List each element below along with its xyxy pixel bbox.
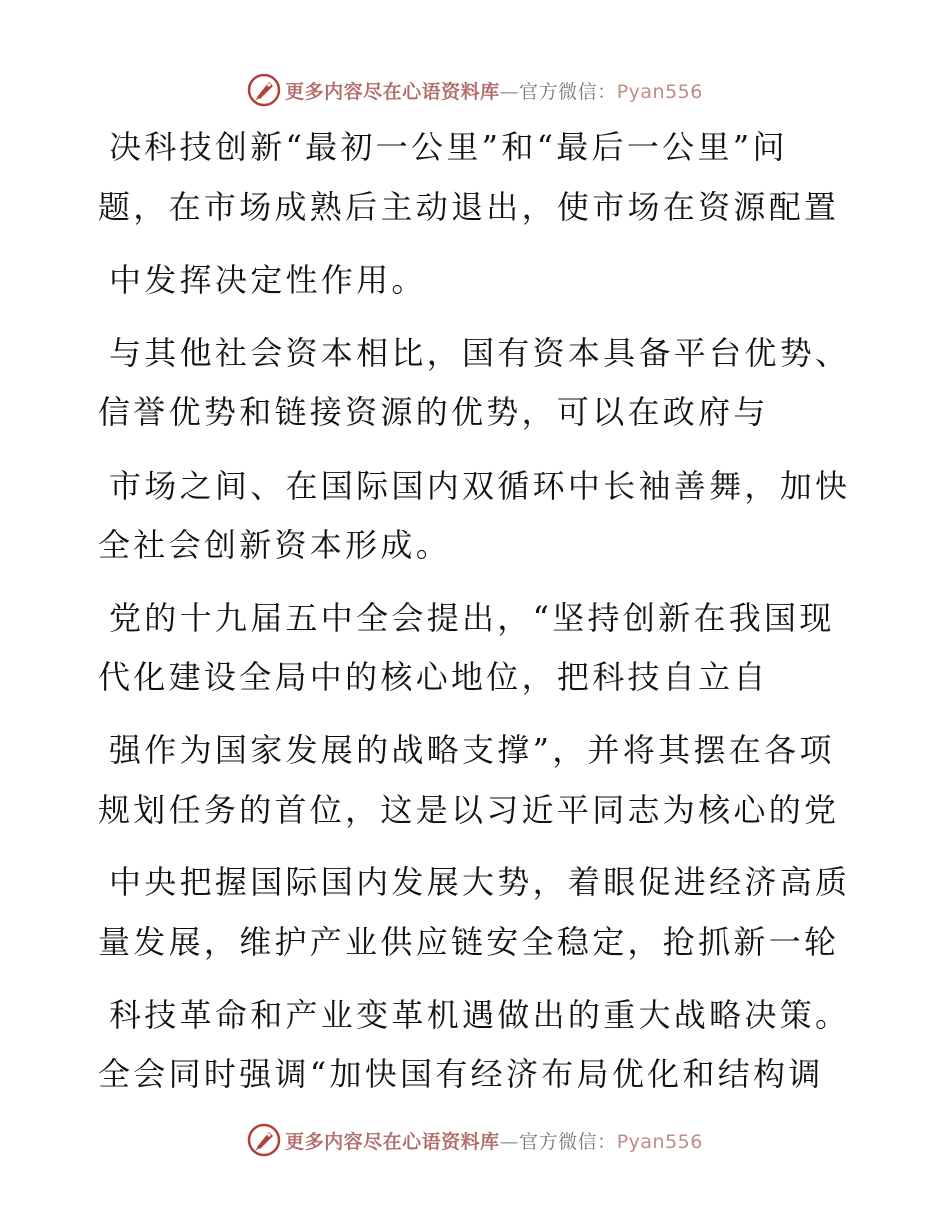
body-line: 中央把握国际国内发展大势，着眼促进经济高质 xyxy=(109,863,851,901)
watermark-wechat-label: 官方微信： xyxy=(519,1130,617,1153)
body-line: 科技革命和产业变革机遇做出的重大战略决策。 xyxy=(109,996,851,1034)
watermark-wechat-label: 官方微信： xyxy=(519,80,617,103)
body-line: 决科技创新“最初一公里”和“最后一公里”问 xyxy=(109,128,788,166)
watermark-wechat-id: Pyan556 xyxy=(616,80,703,103)
body-line: 党的十九届五中全会提出，“坚持创新在我国现 xyxy=(109,599,835,637)
watermark-main-text: 更多内容尽在心语资料库 xyxy=(285,1130,500,1153)
header-watermark xyxy=(0,70,950,110)
body-line: 市场之间、在国际国内双循环中长袖善舞，加快 xyxy=(109,467,851,505)
pen-nib-logo-icon xyxy=(247,73,281,107)
body-line: 与其他社会资本相比，国有资本具备平台优势、 xyxy=(109,334,851,372)
watermark-dash: — xyxy=(499,80,520,103)
body-line: 量发展，维护产业供应链安全稳定，抢抓新一轮 xyxy=(98,923,840,961)
body-line: 全社会创新资本形成。 xyxy=(98,526,452,564)
watermark-dash: — xyxy=(499,1130,520,1153)
watermark-main-text: 更多内容尽在心语资料库 xyxy=(285,80,500,103)
body-line: 全会同时强调“加快国有经济布局优化和结构调 xyxy=(98,1055,824,1093)
body-line: 题，在市场成熟后主动退出，使市场在资源配置 xyxy=(98,188,840,226)
footer-watermark xyxy=(0,1120,950,1160)
watermark-wechat-id: Pyan556 xyxy=(616,1130,703,1153)
body-line: 代化建设全局中的核心地位，把科技自立自 xyxy=(98,658,769,696)
body-line: 规划任务的首位，这是以习近平同志为核心的党 xyxy=(98,791,840,829)
body-line: 中发挥决定性作用。 xyxy=(109,261,427,299)
pen-nib-logo-icon xyxy=(247,1123,281,1157)
body-line: 强作为国家发展的战略支撑”，并将其摆在各项 xyxy=(109,731,835,769)
body-line: 信誉优势和链接资源的优势，可以在政府与 xyxy=(98,393,769,431)
